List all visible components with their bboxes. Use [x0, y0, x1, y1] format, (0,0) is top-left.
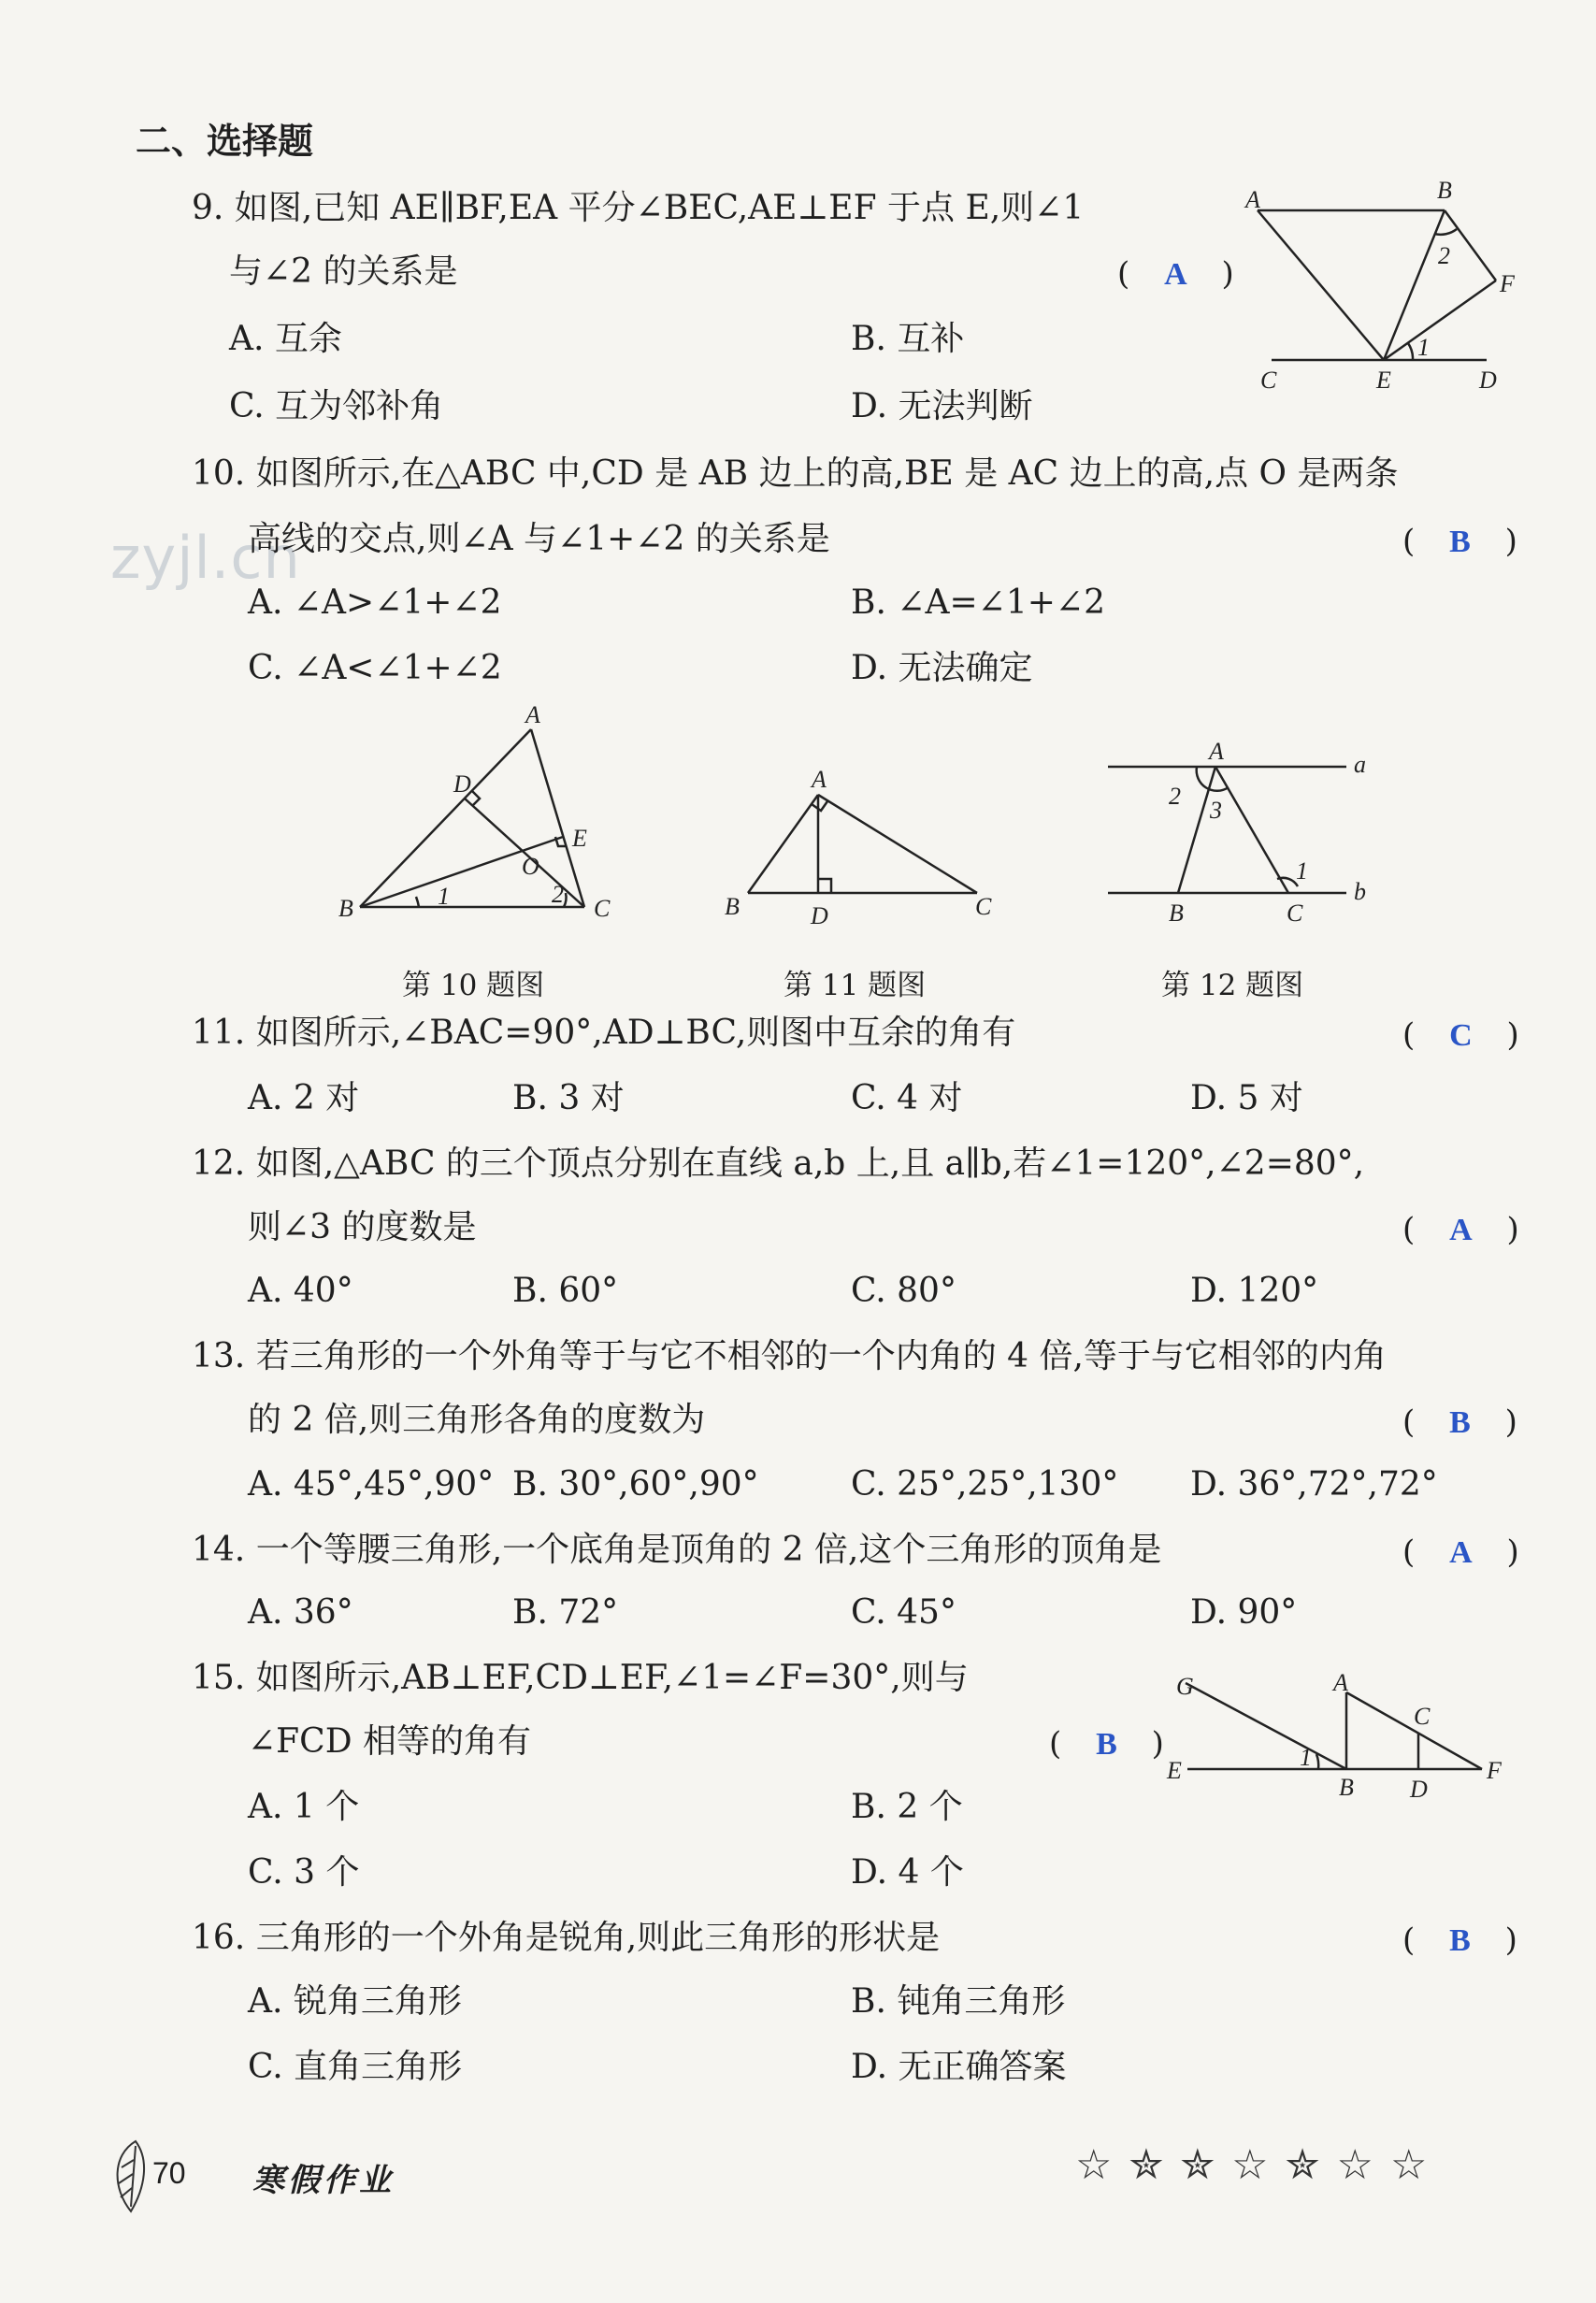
q13-option-b: B. 30°,60°,90° [512, 1465, 759, 1504]
fig9-label-d: D [1479, 367, 1497, 394]
q15-answer: ( B ) [1049, 1725, 1164, 1763]
q11-option-c: C. 4 对 [851, 1079, 963, 1117]
q16-answer: ( B ) [1402, 1922, 1517, 1959]
fig10-label-b: B [338, 895, 353, 922]
q16-answer-value: B [1449, 1923, 1471, 1958]
q16-option-c: C. 直角三角形 [248, 2048, 463, 2086]
fig15-label-e: E [1167, 1757, 1182, 1784]
fig12-label-a: A [1209, 739, 1224, 765]
fig9-label-f: F [1500, 270, 1515, 297]
footer-title: 寒假作业 [252, 2162, 395, 2199]
fig10-caption: 第 10 题图 [402, 969, 545, 1002]
q11-answer: ( C ) [1402, 1016, 1519, 1054]
q9-option-b: B. 互补 [851, 320, 965, 358]
fig9-label-2: 2 [1438, 242, 1450, 269]
q15-line-2: ∠FCD 相等的角有 [248, 1722, 531, 1761]
q11-option-a: A. 2 对 [248, 1079, 360, 1117]
fig15-label-g: G [1176, 1673, 1194, 1700]
fig10-label-o: O [522, 853, 539, 880]
q9-option-c: C. 互为邻补角 [229, 387, 444, 425]
fig12-label-3: 3 [1210, 797, 1222, 824]
figure-10 [327, 706, 636, 930]
q16-option-a: A. 锐角三角形 [248, 1982, 462, 2021]
fig11-label-a: A [812, 766, 827, 793]
fig11-caption: 第 11 题图 [784, 969, 927, 1002]
q13-line-1: 13. 若三角形的一个外角等于与它不相邻的一个内角的 4 倍,等于与它相邻的内角 [192, 1337, 1387, 1375]
fig12-label-1: 1 [1296, 857, 1308, 885]
fig10-label-e: E [572, 825, 587, 852]
q15-line-1: 15. 如图所示,AB⊥EF,CD⊥EF,∠1=∠F=30°,则与 [192, 1659, 969, 1697]
fig10-label-1: 1 [438, 883, 450, 910]
fig11-label-d: D [811, 902, 828, 929]
q14-answer-value: A [1449, 1535, 1473, 1570]
q13-answer-value: B [1449, 1405, 1471, 1440]
q15-option-b: B. 2 个 [851, 1788, 963, 1826]
fig12-label-line-a: a [1354, 751, 1366, 778]
fig10-label-c: C [594, 895, 611, 922]
q13-answer: ( B ) [1402, 1403, 1517, 1441]
q12-answer-value: A [1449, 1213, 1473, 1247]
q11-line-1: 11. 如图所示,∠BAC=90°,AD⊥BC,则图中互余的角有 [192, 1014, 1016, 1052]
q10-line-2: 高线的交点,则∠A 与∠1+∠2 的关系是 [248, 520, 830, 558]
q12-option-d: D. 120° [1190, 1272, 1319, 1310]
section-title: 二、选择题 [136, 121, 314, 162]
q10-option-c: C. ∠A<∠1+∠2 [248, 649, 502, 687]
figure-15 [1159, 1664, 1515, 1805]
q14-answer: ( A ) [1402, 1533, 1519, 1571]
fig12-label-line-b: b [1354, 878, 1366, 905]
fig15-label-c: C [1414, 1703, 1431, 1730]
figure-11 [715, 757, 1014, 935]
q13-option-a: A. 45°,45°,90° [248, 1465, 495, 1504]
q11-option-b: B. 3 对 [512, 1079, 625, 1117]
fig9-label-1: 1 [1417, 334, 1430, 361]
fig15-label-f: F [1487, 1757, 1502, 1784]
q9-option-a: A. 互余 [229, 320, 342, 358]
fig12-label-c: C [1287, 900, 1303, 927]
fig10-label-a: A [525, 706, 540, 728]
q15-option-d: D. 4 个 [851, 1853, 964, 1892]
fig15-label-b: B [1339, 1774, 1354, 1801]
fig10-label-d: D [453, 770, 471, 798]
q10-option-a: A. ∠A>∠1+∠2 [248, 583, 502, 622]
q10-option-d: D. 无法确定 [851, 649, 1033, 687]
q16-line-1: 16. 三角形的一个外角是锐角,则此三角形的形状是 [192, 1919, 941, 1957]
fig11-label-b: B [725, 893, 740, 920]
fig9-label-b: B [1437, 178, 1452, 204]
decorative-stars-icon: ☆✮✮☆✮☆☆ [1075, 2141, 1445, 2189]
q12-line-1: 12. 如图,△ABC 的三个顶点分别在直线 a,b 上,且 a∥b,若∠1=120°,∠2=80°, [192, 1144, 1365, 1183]
figure-12 [1103, 739, 1393, 935]
q16-option-d: D. 无正确答案 [851, 2048, 1067, 2086]
q12-option-a: A. 40° [248, 1272, 353, 1310]
q16-option-b: B. 钝角三角形 [851, 1982, 1066, 2021]
q15-option-c: C. 3 个 [248, 1853, 360, 1892]
figure-9 [1234, 178, 1533, 402]
leaf-decoration-icon [108, 2132, 154, 2216]
q10-answer-value: B [1449, 525, 1471, 559]
q14-option-a: A. 36° [248, 1593, 353, 1632]
q9-line-1: 9. 如图,已知 AE∥BF,EA 平分∠BEC,AE⊥EF 于点 E,则∠1 [192, 189, 1085, 227]
q12-option-b: B. 60° [512, 1272, 619, 1310]
fig9-label-a: A [1245, 186, 1260, 213]
q14-line-1: 14. 一个等腰三角形,一个底角是顶角的 2 倍,这个三角形的顶角是 [192, 1531, 1162, 1569]
fig12-caption: 第 12 题图 [1161, 969, 1304, 1002]
q10-answer: ( B ) [1402, 523, 1517, 560]
fig9-label-e: E [1376, 367, 1391, 394]
q12-option-c: C. 80° [851, 1272, 956, 1310]
q9-answer: ( A ) [1117, 255, 1234, 293]
q9-line-2: 与∠2 的关系是 [229, 252, 458, 291]
fig12-label-b: B [1169, 900, 1184, 927]
q9-option-d: D. 无法判断 [851, 387, 1033, 425]
q13-line-2: 的 2 倍,则三角形各角的度数为 [248, 1401, 706, 1439]
fig15-label-d: D [1410, 1776, 1428, 1803]
fig12-label-2: 2 [1169, 783, 1181, 810]
fig15-label-a: A [1333, 1669, 1348, 1696]
q15-answer-value: B [1096, 1727, 1117, 1762]
q13-option-d: D. 36°,72°,72° [1190, 1465, 1438, 1504]
q9-answer-value: A [1164, 257, 1187, 292]
q12-line-2: 则∠3 的度数是 [248, 1208, 477, 1246]
q11-answer-value: C [1449, 1018, 1473, 1053]
q11-option-d: D. 5 对 [1190, 1079, 1303, 1117]
q14-option-b: B. 72° [512, 1593, 619, 1632]
q14-option-d: D. 90° [1190, 1593, 1298, 1632]
q13-option-c: C. 25°,25°,130° [851, 1465, 1119, 1504]
q15-option-a: A. 1 个 [248, 1788, 360, 1826]
q12-answer: ( A ) [1402, 1211, 1519, 1248]
page-number: 70 [152, 2156, 186, 2190]
q10-line-1: 10. 如图所示,在△ABC 中,CD 是 AB 边上的高,BE 是 AC 边上的高,点 O 是两条 [192, 454, 1399, 493]
fig9-label-c: C [1260, 367, 1277, 394]
fig10-label-2: 2 [552, 881, 564, 908]
fig15-label-1: 1 [1300, 1744, 1312, 1771]
fig11-label-c: C [975, 893, 992, 920]
q14-option-c: C. 45° [851, 1593, 956, 1632]
q10-option-b: B. ∠A=∠1+∠2 [851, 583, 1105, 622]
watermark: zyjl.cn [110, 524, 301, 592]
